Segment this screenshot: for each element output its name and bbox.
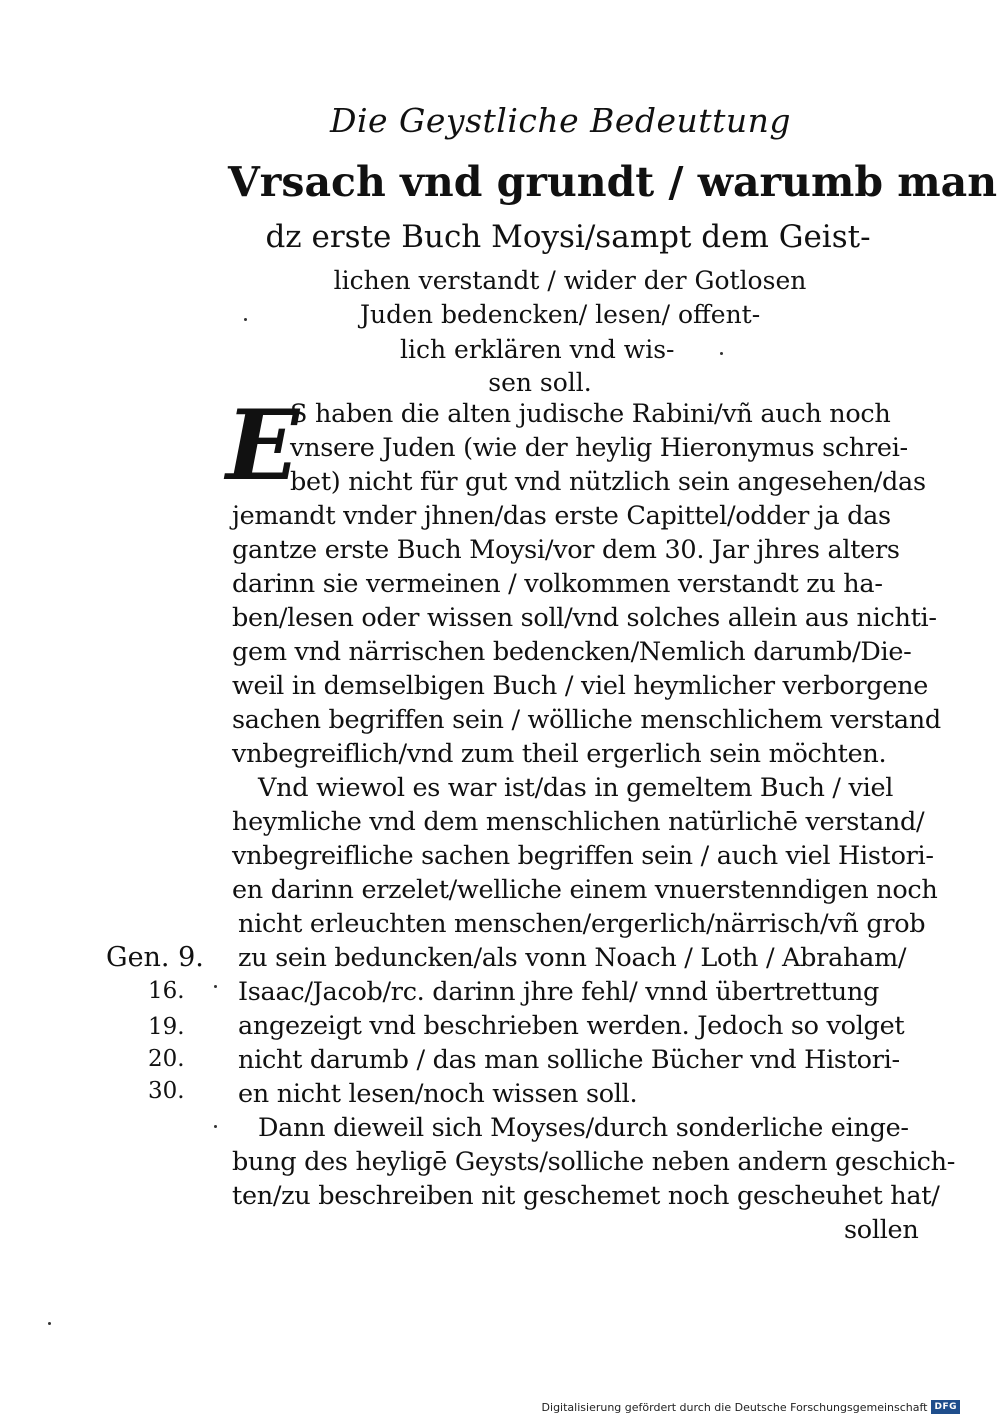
ink-speck bbox=[244, 318, 247, 321]
body-line-6: darinn sie vermeinen / volkommen verstandt zu ha- bbox=[232, 569, 883, 599]
running-title: Die Geystliche Bedeuttung bbox=[330, 101, 791, 140]
margin-note-4: 20. bbox=[148, 1046, 185, 1072]
body-line-5: gantze erste Buch Moysi/vor dem 30. Jar jhres alters bbox=[232, 535, 900, 565]
body-line-9: weil in demselbigen Buch / viel heymlicher verborgene bbox=[232, 671, 929, 701]
title-line-4: Juden bedencken/ lesen/ offent- bbox=[360, 300, 761, 329]
body-line-22: Dann dieweil sich Moyses/durch sonderliche einge- bbox=[258, 1113, 909, 1143]
body-line-8: gem vnd närrischen bedencken/Nemlich darumb/Die- bbox=[232, 637, 912, 667]
initial-capital: E bbox=[226, 389, 300, 502]
ink-speck bbox=[214, 1125, 217, 1128]
body-line-1: S haben die alten judische Rabini/vñ auch noch bbox=[290, 399, 891, 429]
body-line-17: zu sein beduncken/als vonn Noach / Loth / Abraham/ bbox=[238, 943, 907, 973]
body-line-21: en nicht lesen/noch wissen soll. bbox=[238, 1079, 638, 1109]
body-line-10: sachen begriffen sein / wölliche menschlichem verstand bbox=[232, 705, 941, 735]
digitization-footer bbox=[542, 1400, 960, 1414]
body-line-2: vnsere Juden (wie der heylig Hieronymus schrei- bbox=[290, 433, 908, 463]
ink-speck bbox=[214, 985, 217, 988]
body-line-25: sollen bbox=[844, 1215, 919, 1245]
title-line-2: dz erste Buch Moysi/sampt dem Geist- bbox=[265, 219, 871, 255]
body-line-15: en darinn erzelet/welliche einem vnuerstenndigen noch bbox=[232, 875, 938, 905]
body-line-23: bung des heyligē Geysts/solliche neben andern geschich- bbox=[232, 1147, 956, 1177]
body-line-7: ben/lesen oder wissen soll/vnd solches allein aus nichti- bbox=[232, 603, 937, 633]
body-line-20: nicht darumb / das man solliche Bücher vnd Histori- bbox=[238, 1045, 900, 1075]
body-line-14: vnbegreifliche sachen begriffen sein / auch viel Histori- bbox=[232, 841, 934, 871]
title-line-5: lich erklären vnd wis- bbox=[400, 335, 675, 364]
ink-speck bbox=[48, 1322, 51, 1325]
body-line-16: nicht erleuchten menschen/ergerlich/närrisch/vñ grob bbox=[238, 909, 926, 939]
margin-note-1: Gen. 9. bbox=[106, 942, 204, 973]
body-line-24: ten/zu beschreiben nit geschemet noch gescheuhet hat/ bbox=[232, 1181, 940, 1211]
body-line-11: vnbegreiflich/vnd zum theil ergerlich sein möchten. bbox=[232, 739, 887, 769]
body-line-3: bet) nicht für gut vnd nützlich sein angesehen/das bbox=[290, 467, 926, 497]
dfg-logo-icon: DFG bbox=[931, 1400, 960, 1414]
title-line-6: sen soll. bbox=[488, 368, 592, 397]
margin-note-3: 19. bbox=[148, 1014, 185, 1040]
body-line-13: heymliche vnd dem menschlichen natürlichē verstand/ bbox=[232, 807, 925, 837]
body-line-12: Vnd wiewol es war ist/das in gemeltem Buch / viel bbox=[258, 773, 894, 803]
ink-speck bbox=[720, 352, 723, 355]
title-line-1: Vrsach vnd grundt / warumb man bbox=[228, 158, 998, 206]
footer-credit-text: Digitalisierung gefördert durch die Deutsche Forschungsgemeinschaft bbox=[541, 1400, 928, 1414]
margin-note-2: 16. bbox=[148, 978, 185, 1004]
body-line-19: angezeigt vnd beschrieben werden. Jedoch so volget bbox=[238, 1011, 905, 1041]
title-line-3: lichen verstandt / wider der Gotlosen bbox=[333, 266, 807, 295]
margin-note-5: 30. bbox=[148, 1078, 185, 1104]
body-line-18: Isaac/Jacob/rc. darinn jhre fehl/ vnnd übertrettung bbox=[238, 977, 880, 1007]
body-line-4: jemandt vnder jhnen/das erste Capittel/odder ja das bbox=[232, 501, 891, 531]
